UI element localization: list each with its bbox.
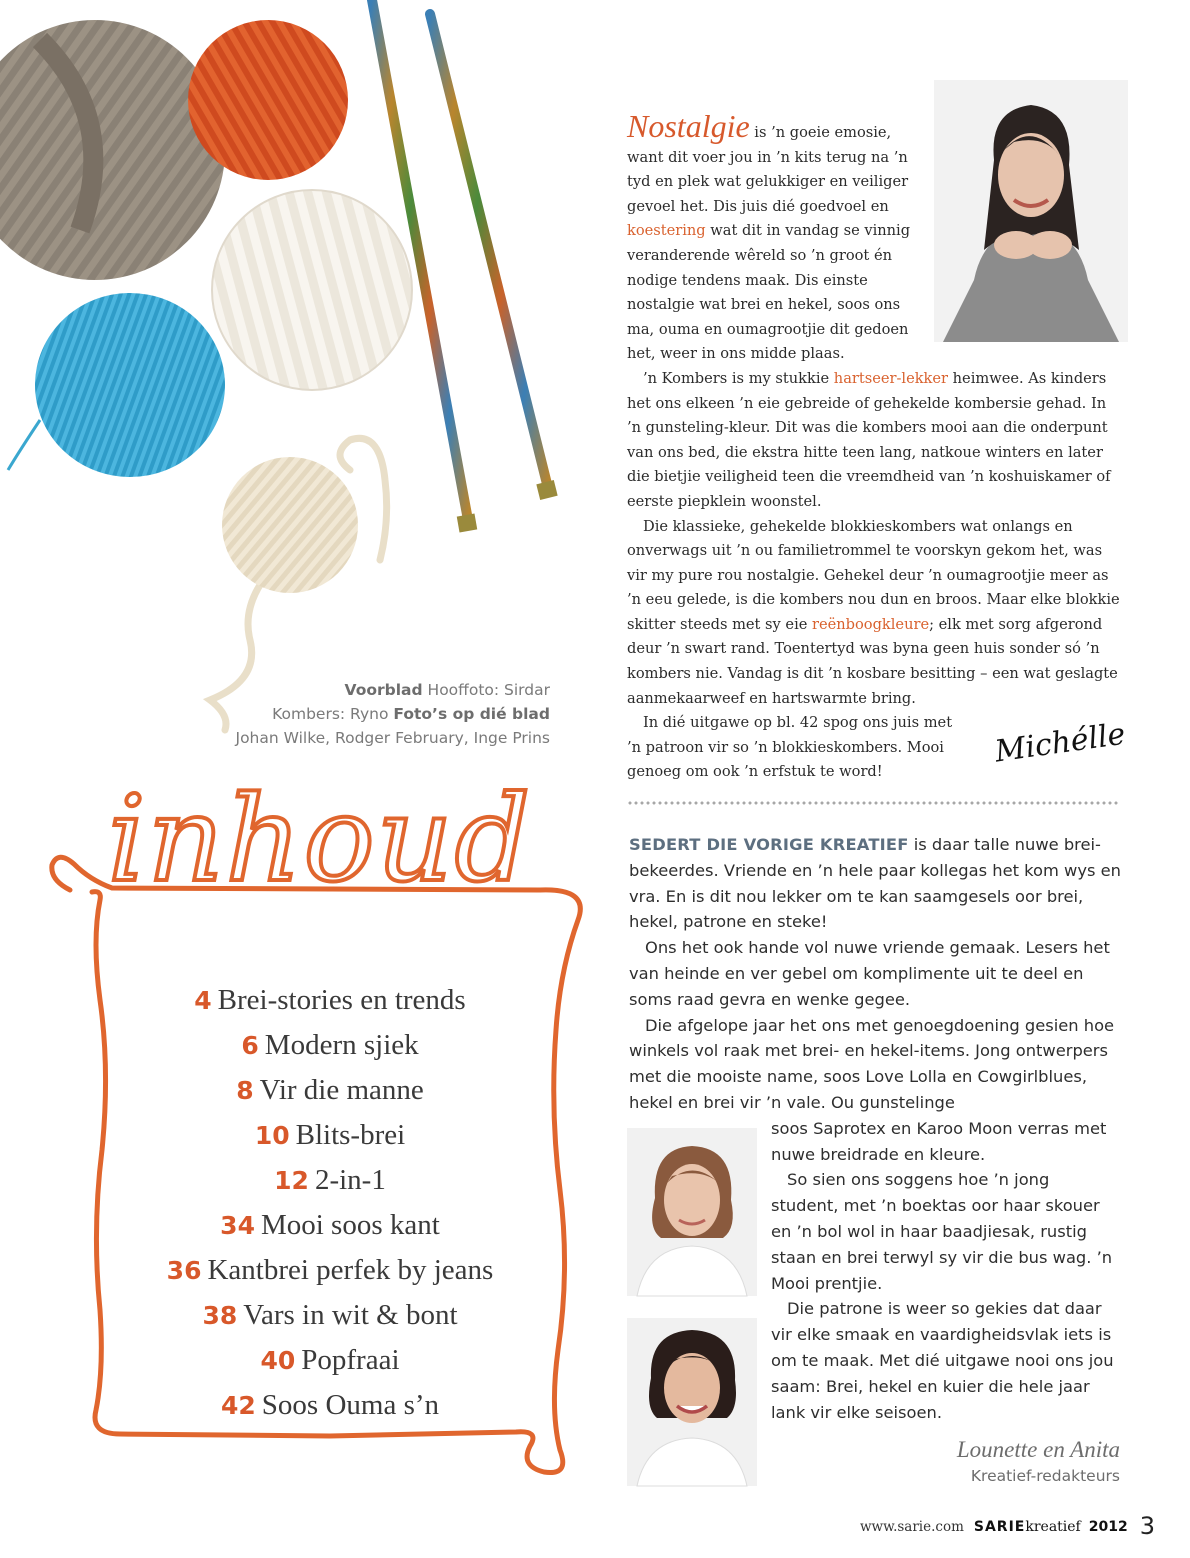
credits-photographers: Johan Wilke, Rodger February, Inge Prins — [235, 729, 550, 747]
credits-cover-photo: Hooffoto: Sirdar — [422, 681, 550, 699]
contents-item[interactable] — [110, 1383, 550, 1428]
contents-title: 2-in-1 — [314, 1164, 386, 1196]
contents-page-number: 10 — [254, 1121, 290, 1150]
contents-item[interactable] — [110, 1158, 550, 1203]
contents-list — [110, 978, 550, 1428]
page-footer — [760, 1512, 1155, 1540]
highlight-koestering: koestering — [627, 222, 706, 240]
intro-paragraph-1: SEDERT DIE VORIGE KREATIEF is daar talle nuwe brei-bekeerdes. Vriende en ’n hele paar kollegas het kom wys en vra. En is dit nou lekker om te kan saamgesels oor brei, hekel, patrone en steke! — [629, 835, 1121, 932]
editor-portrait-lounette — [627, 1128, 757, 1296]
dotted-divider — [627, 800, 1119, 806]
inhoud-heading: inhoud — [107, 770, 533, 908]
contents-title: Mooi soos kant — [260, 1209, 440, 1241]
sign-off-names: Lounette en Anita — [956, 1437, 1120, 1462]
contents-title: Vars in wit & bont — [243, 1299, 458, 1331]
footer-year: 2012 — [1088, 1519, 1128, 1535]
contents-item[interactable] — [110, 1068, 550, 1113]
contents-page-number: 40 — [260, 1346, 296, 1375]
contents-page-number: 34 — [220, 1211, 255, 1240]
editor-letter-paragraph-2: ’n Kombers is my stukkie hartseer-lekker heimwee. As kinders het ons elkeen ’n eie gebreide of gehekelde kombersie gehad. In ’n gunsteling-kleur. Dit was die kombers mooi aan die onderpunt van ons bed, die ekstra hitte teen lang, natkoue winters en later die bietjie veiligheid teen die vreemdheid van ’n koshuiskamer of eerste piepklein woonstel. — [627, 369, 1111, 510]
contents-title: Modern sjiek — [264, 1029, 419, 1061]
intro-paragraph-4: So sien ons soggens hoe ’n jong student, met ’n boektas oor haar skouer en ’n bol wol in haar baadjiesak, rustig staan en brei terwyl sy vir die bus wag. ’n Mooi prentjie. — [771, 1170, 1113, 1293]
contents-item[interactable] — [110, 1248, 550, 1293]
contents-item[interactable] — [110, 1338, 550, 1383]
contents-page-number: 42 — [220, 1391, 256, 1420]
contents-item[interactable] — [110, 1293, 550, 1338]
contents-title: Blits-brei — [295, 1119, 406, 1151]
editor-portrait — [934, 80, 1128, 360]
signature-text: Michélle — [992, 716, 1128, 770]
contents-title: Kantbrei perfek by jeans — [207, 1254, 494, 1286]
white-yarn-ball — [212, 190, 412, 390]
credits-blanket: Kombers: Ryno — [272, 705, 394, 723]
editor-letter-paragraph-4: In dié uitgawe op bl. 42 spog ons juis met ’n patroon vir so ’n blokkieskombers. Mooi genoeg om ook ’n erfstuk te word! — [627, 714, 953, 781]
lead-word: Nostalgie — [627, 108, 750, 144]
intro-paragraph-5: Die patrone is weer so gekies dat daar vir elke smaak en vaardigheidsvlak iets is om te maak. Met dié uitgawe nooi ons jou saam: Brei, hekel en kuier die hele jaar lank vir elke seisoen. — [771, 1299, 1114, 1422]
contents-title: Popfraai — [301, 1344, 400, 1376]
page-number: 3 — [1139, 1512, 1155, 1540]
highlight-hartseer-lekker: hartseer-lekker — [833, 369, 949, 387]
editor-letter-paragraph-3: Die klassieke, gehekelde blokkieskombers wat onlangs en onverwags uit ’n ou familietrommel te voorskyn gekom het, was vir my pure rou nostalgie. Gehekel deur ’n oumagrootjie meer as ’n eeu gelede, is die kombers nou dun en broos. Maar elke blokkie skitter steeds met sy eie reënboogkleure; elk met sorg afgerond deur ’n swart rand. Toentertyd was byna geen huis sonder só ’n kombers nie. Vandag is dit ’n kosbare besitting – een wat geslagte aanmekaarweef en hartswarmte bring. — [627, 517, 1120, 707]
intro-paragraph-3-continued: soos Saprotex en Karoo Moon verras met nuwe breidrade en kleure. — [771, 1118, 1107, 1164]
sign-off-role: Kreatief-redakteurs — [970, 1467, 1120, 1485]
editor-portrait-anita — [627, 1318, 757, 1486]
contents-title: Soos Ouma s’n — [261, 1389, 440, 1421]
credits-cover-label: Voorblad — [344, 681, 423, 699]
contents-title: Brei-stories en trends — [217, 984, 466, 1016]
cover-credits — [200, 678, 550, 750]
highlight-reenboogkleure: reënboogkleure — [812, 615, 930, 633]
contents-page-number: 38 — [202, 1301, 238, 1330]
intro-lead-caps: SEDERT DIE VORIGE KREATIEF — [629, 835, 909, 854]
contents-page-number: 12 — [274, 1166, 309, 1195]
gray-yarn-skein — [0, 20, 225, 280]
contents-item[interactable] — [110, 1113, 550, 1158]
contents-item[interactable] — [110, 1023, 550, 1068]
editor-letter-paragraph-1: Nostalgie is ’n goeie emosie, want dit voer jou in ’n kits terug na ’n tyd en plek wat gelukkiger en veiliger gevoel het. Dis juis dié goedvoel en koestering wat dit in vandag se vinnig veranderende wêreld so ’n groot én nodige tendens maak. Dis einste nostalgie wat brei en hekel, soos ons ma, ouma en oumagrootjie dit gedoen het, weer in ons midde plaas. — [627, 108, 911, 363]
contents-page-number: 4 — [194, 986, 212, 1015]
contents-title: Vir die manne — [259, 1074, 424, 1106]
blue-yarn-ball — [8, 293, 225, 477]
contents-item[interactable] — [110, 978, 550, 1023]
footer-url[interactable]: www.sarie.com — [860, 1519, 964, 1535]
editor-signature — [990, 700, 1128, 780]
orange-yarn-ball — [188, 20, 348, 180]
contents-page-number: 36 — [166, 1256, 202, 1285]
footer-brand: SARIE — [973, 1519, 1026, 1535]
contents-item[interactable] — [110, 1203, 550, 1248]
footer-brand-suffix: kreatief — [1025, 1519, 1081, 1535]
intro-paragraph-3: Die afgelope jaar het ons met genoegdoening gesien hoe winkels vol raak met brei- en hekel-items. Jong ontwerpers met die mooiste name, soos Love Lolla en Cowgirlblues, hekel en brei vir ’n vale. Ou gunstelinge — [629, 1015, 1115, 1112]
intro-paragraph-2: Ons het ook hande vol nuwe vriende gemaak. Lesers het van heinde en ver gebel om komplimente uit te deel en soms raad gevra en wenke gegee. — [629, 938, 1110, 1009]
contents-page-number: 8 — [236, 1076, 254, 1105]
credits-page-photos-label: Foto’s op dié blad — [393, 705, 550, 723]
contents-page-number: 6 — [241, 1031, 259, 1060]
sign-off — [860, 1436, 1120, 1488]
yarn-and-needles-photo — [0, 0, 600, 740]
